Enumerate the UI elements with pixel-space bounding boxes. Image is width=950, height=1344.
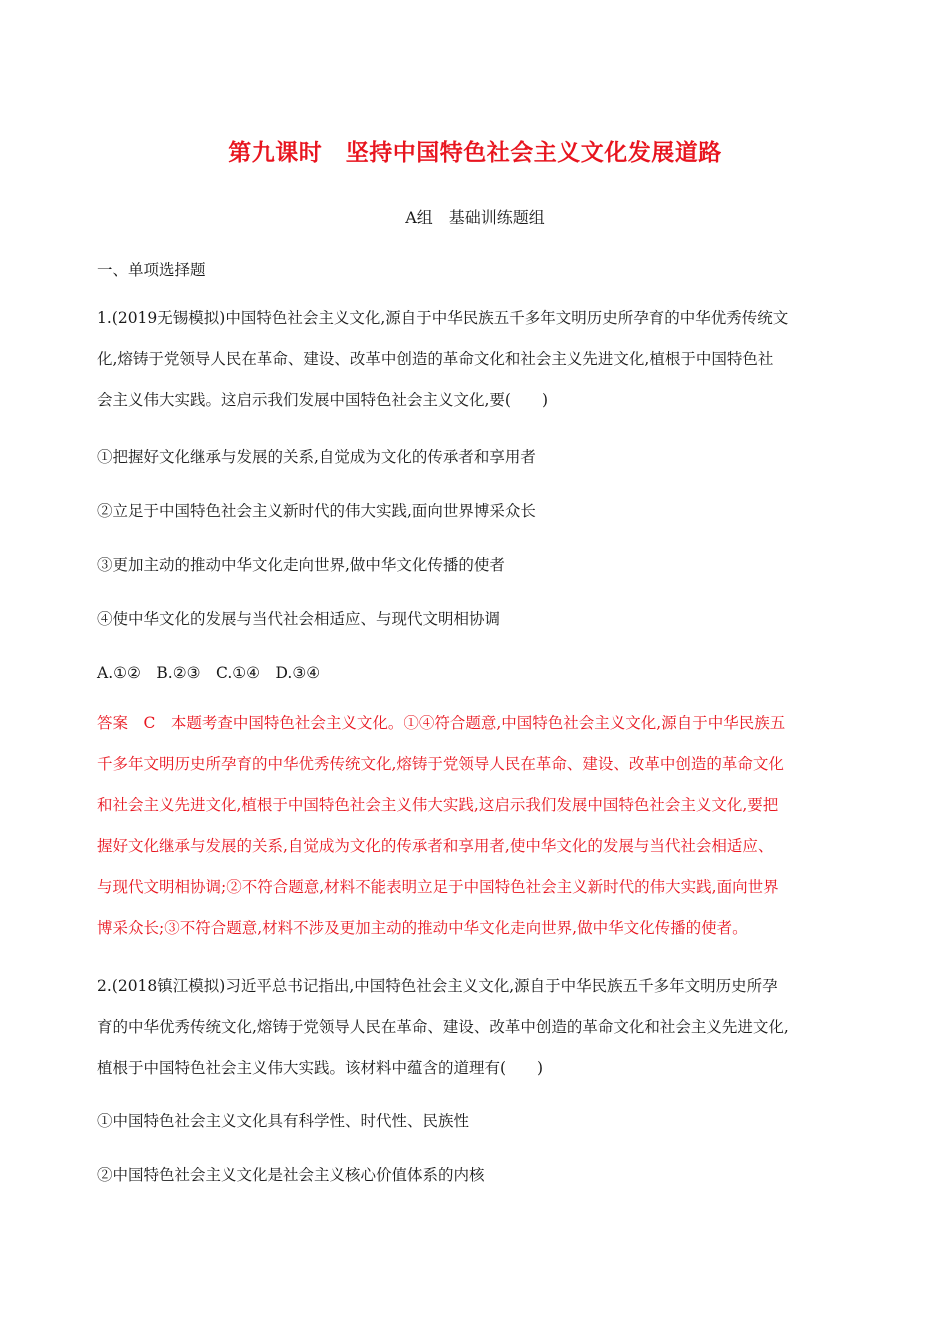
answer-line: 与现代文明相协调;②不符合题意,材料不能表明立足于中国特色社会主义新时代的伟大实践,面向世界 bbox=[97, 878, 779, 896]
stem-line: 化,熔铸于党领导人民在革命、建设、改革中创造的革命文化和社会主义先进文化,植根于中国特色社 bbox=[97, 350, 774, 368]
section-label: 一、单项选择题 bbox=[97, 261, 206, 279]
stem-line: 育的中华优秀传统文化,熔铸于党领导人民在革命、建设、改革中创造的革命文化和社会主义先进文化, bbox=[97, 1018, 789, 1036]
question-2-option-1: ①中国特色社会主义文化具有科学性、时代性、民族性 bbox=[97, 1112, 470, 1130]
question-2-option-2: ②中国特色社会主义文化是社会主义核心价值体系的内核 bbox=[97, 1166, 485, 1184]
answer-line: 和社会主义先进文化,植根于中国特色社会主义伟大实践,这启示我们发展中国特色社会主义文化,要把 bbox=[97, 796, 779, 814]
answer-line: 博采众长;③不符合题意,材料不涉及更加主动的推动中华文化走向世界,做中华文化传播的使者。 bbox=[97, 919, 748, 937]
stem-line: 植根于中国特色社会主义伟大实践。该材料中蕴含的道理有( ) bbox=[97, 1059, 544, 1077]
question-1-option-4: ④使中华文化的发展与当代社会相适应、与现代文明相协调 bbox=[97, 610, 501, 628]
answer-line: 握好文化继承与发展的关系,自觉成为文化的传承者和享用者,使中华文化的发展与当代社会相适应、 bbox=[97, 837, 774, 855]
question-2-stem bbox=[97, 966, 857, 1089]
group-label: A组 基础训练题组 bbox=[405, 208, 545, 227]
question-1-option-2: ②立足于中国特色社会主义新时代的伟大实践,面向世界博采众长 bbox=[97, 502, 536, 520]
stem-line: 1.(2019无锡模拟)中国特色社会主义文化,源自于中华民族五千多年文明历史所孕育的中华优秀传统文 bbox=[97, 309, 789, 327]
answer-line: 千多年文明历史所孕育的中华优秀传统文化,熔铸于党领导人民在革命、建设、改革中创造的革命文化 bbox=[97, 755, 784, 773]
question-1-option-3: ③更加主动的推动中华文化走向世界,做中华文化传播的使者 bbox=[97, 556, 505, 574]
answer-line: 答案 C 本题考查中国特色社会主义文化。①④符合题意,中国特色社会主义文化,源自于中华民族五 bbox=[97, 714, 786, 732]
question-1-option-1: ①把握好文化继承与发展的关系,自觉成为文化的传承者和享用者 bbox=[97, 448, 536, 466]
question-1-choices: A.①② B.②③ C.①④ D.③④ bbox=[97, 664, 321, 682]
stem-line: 2.(2018镇江模拟)习近平总书记指出,中国特色社会主义文化,源自于中华民族五千多年文明历史所孕 bbox=[97, 977, 778, 995]
lesson-title: 第九课时 坚持中国特色社会主义文化发展道路 bbox=[228, 140, 722, 166]
stem-line: 会主义伟大实践。这启示我们发展中国特色社会主义文化,要( ) bbox=[97, 391, 549, 409]
question-1-answer bbox=[97, 703, 857, 949]
question-1-stem bbox=[97, 298, 857, 421]
